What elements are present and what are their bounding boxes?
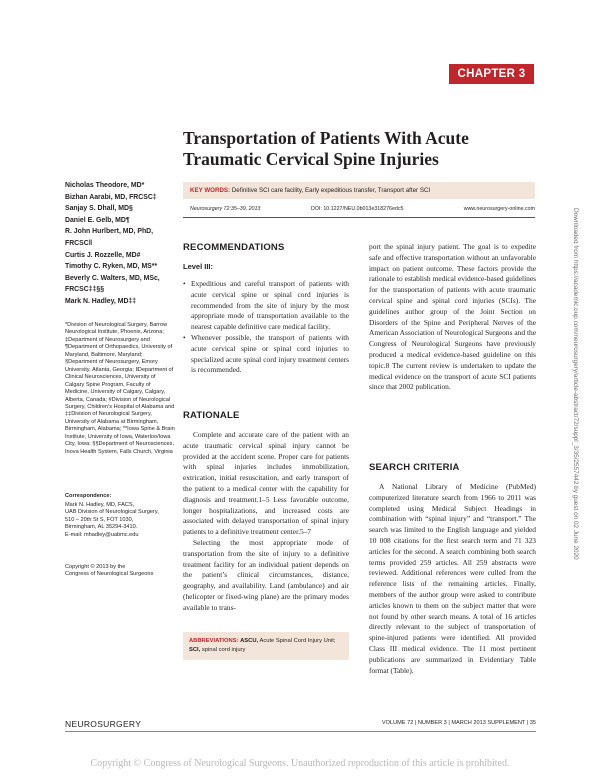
divider <box>183 217 535 218</box>
correspondence-line: Mark N. Hadley, MD, FACS, <box>65 502 135 508</box>
abbreviation-term: ASCU, <box>240 638 259 644</box>
abbreviation-term: SCI, <box>189 647 201 653</box>
logo-prefix: NEURO <box>65 719 98 729</box>
journal-citation: Neurosurgery 72:35–39, 2013 <box>190 206 261 212</box>
correspondence-heading: Correspondence: <box>65 493 112 499</box>
affiliations: *Division of Neurological Surgery, Barrow Neurological Institute, Phoenix, Arizona; ‡Department of Neurosurgery and ¶Department of Orthopaedics, University of Maryland, Baltimore, Maryland; §Department of Neurosurgery, Emory University, Atlanta, Georgia; ‖Department of Clinical Neurosciences, University of Calgary Spine Program, Faculty of Medicine, University of Calgary, Calgary, Alberta, Canada; #Division of Neurological Surgery, Children’s Hospital of Alabama and ‡‡Division of Neurological Surgery, University of Alabama at Birmingham, Birmingham, Alabama; **Iowa Spine & Brain Institute, University of Iowa, Waterloo/Iowa City, Iowa; §§Department of Neurosciences, Inova Health System, Falls Church, Virginia <box>65 322 175 455</box>
chapter-label: CHAPTER 3 <box>449 64 534 84</box>
author: Curtis J. Rozzelle, MD# <box>65 251 141 259</box>
copyright-line: Copyright © 2013 by the <box>65 564 126 570</box>
author: R. John Hurlbert, MD, PhD, FRCSC‖ <box>65 228 154 247</box>
recommendation-bullet: • Expeditious and careful transport of patients with acute cervical spine or spinal cord injuries is recommended from the site of injury by the most appropriate mode of transportation available to the nearest capable definitive care medical facility. <box>183 279 349 333</box>
author-list <box>65 180 173 308</box>
keywords-label: KEY WORDS: <box>190 187 231 194</box>
rationale-heading: RATIONALE <box>183 410 240 421</box>
recommendation-bullet: • Whenever possible, the transport of patients with acute cervical spine or spinal cord injuries to specialized acute spinal cord injury treatment centers is recommended. <box>183 333 349 376</box>
author: Timothy C. Ryken, MD, MS** <box>65 263 158 271</box>
correspondence-line: 510 – 20th St S, FOT 1030, <box>65 516 134 523</box>
correspondence-line: UAB Division of Neurological Surgery, <box>65 509 159 516</box>
abbreviation-definition: Acute Spinal Cord Injury Unit; <box>258 638 336 644</box>
author: Beverly C. Walters, MD, MSc, FRCSC‡‡§§ <box>65 274 160 294</box>
author: Daniel E. Gelb, MD¶ <box>65 216 130 224</box>
copyright-line: Congress of Neurological Surgeons <box>65 571 154 578</box>
footer-divider <box>65 731 536 732</box>
correspondence-line: Birmingham, AL 35294-3410. <box>65 524 138 531</box>
correspondence-email[interactable]: E-mail: mhadley@uabmc.edu <box>65 531 139 538</box>
keywords-box <box>183 182 535 199</box>
logo-suffix: SURGERY <box>97 719 142 729</box>
side-download-text: Downloaded from https://academic.oup.com/neurosurgery/article-abstract/72/suppl_3/35/2557442 by guest on 02 June 2020 <box>572 208 579 560</box>
author: Nicholas Theodore, MD* <box>65 182 145 189</box>
abbreviation-definition: spinal cord injury <box>200 647 246 653</box>
rationale-continuation-text: port the spinal injury patient. The goal is to expedite safe and effective transportation without an unfavorable impact on patient outcome. These factors provide the rationale to establish medical evidence-based guidelines for the transportation of patients with acute traumatic cervical spine and spinal cord injuries (SCIs). The guidelines author group of the Joint Section on Disorders of the Spine and Peripheral Nerves of the American Association of Neurological Surgeons and the Congress of Neurological Surgeons have previously produced a medical evidence-based guideline on this topic.8 The current review is undertaken to update the medical evidence on the transport of acute SCI patients since that 2002 publication. <box>369 242 536 392</box>
journal-logo <box>65 719 141 729</box>
author: Sanjay S. Dhall, MD§ <box>65 205 133 213</box>
rationale-paragraph: Selecting the most appropriate mode of transportation from the site of injury to a definitive treatment facility for an individual patient depends on the patient’s clinical circumstances, distance, geography, and availability. Land (ambulance) and air (helicopter or fixed-wing plane) are the primary modes available to trans- <box>183 537 349 612</box>
search-criteria-section <box>369 462 536 676</box>
article-title: Transportation of Patients With Acute Traumatic Cervical Spine Injuries <box>183 128 469 169</box>
author: Bizhan Aarabi, MD, FRCSC‡ <box>65 193 157 201</box>
author: Mark N. Hadley, MD‡‡ <box>65 297 137 305</box>
abbreviations-label: ABBREVIATIONS: <box>189 638 239 644</box>
search-criteria-heading: SEARCH CRITERIA <box>369 462 460 473</box>
rationale-paragraph: Complete and accurate care of the patient with an acute traumatic cervical spinal injury cannot be provided at the accident scene. Proper care for patients with spinal injuries includes immobilization, extrication, initial resuscitation, and early transport of the patient to a medical center with the capability for diagnosis and treatment.1–5 Less favorable outcome, longer hospitalizations, and increased costs are associated with delayed transportation of spinal injury patients to a definitive treatment center.5–7 <box>183 430 349 537</box>
issue-info: VOLUME 72 | NUMBER 3 | MARCH 2013 SUPPLEMENT | 35 <box>381 720 536 726</box>
journal-url[interactable]: www.neurosurgery-online.com <box>463 206 535 212</box>
recommendations-heading: RECOMMENDATIONS <box>183 242 285 253</box>
rationale-continuation <box>369 242 536 393</box>
copyright-note <box>65 564 175 579</box>
search-criteria-text: A National Library of Medicine (PubMed) computerized literature search from 1966 to 2011 was completed using Medical Subject Headings in combination with “spinal injury” and “transport.” The search was limited to the English language and yielded 10 008 citations for the first search term and 71 323 articles for the second. A search combining both search terms provided 259 articles. All 259 abstracts were reviewed. Additional references were culled from the reference lists of the remaining articles. Finally, members of the author group were asked to contribute articles known to them on the subject matter that were not found by other search means. A total of 16 articles directly relevant to the subject of transportation of spine-injured patients were identified. All provided Class III medical evidence. The 11 most pertinent publications are summarized in Evidentiary Table format (Table). <box>369 482 536 675</box>
bottom-copyright: Copyright © Congress of Neurological Surgeons. Unauthorized reproduction of this article is prohibited. <box>90 758 510 769</box>
level-heading: Level III: <box>183 262 214 271</box>
keywords-text: Definitive SCI care facility, Early expeditious transfer, Transport after SCI <box>231 187 431 194</box>
journal-doi[interactable]: DOI: 10.1227/NEU.0b013e318276edc5 <box>311 206 404 212</box>
correspondence-address <box>65 502 175 539</box>
side-download-note <box>569 208 579 608</box>
rationale-section <box>183 410 349 614</box>
recommendations-section <box>183 242 349 376</box>
abbreviations-box <box>183 632 349 660</box>
